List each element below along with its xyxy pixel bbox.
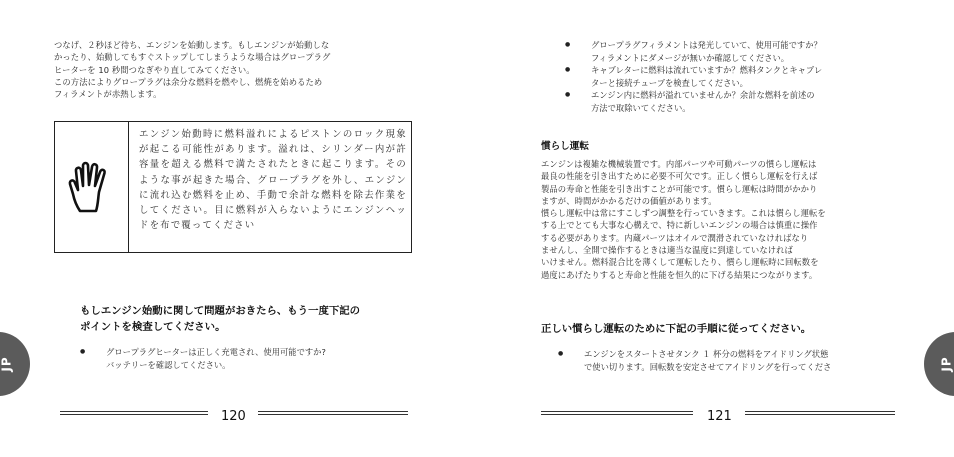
- warning-box: [54, 121, 412, 253]
- language-tab-label: JP: [939, 356, 954, 372]
- heading-line: もしエンジン始動に関して問題がおきたら、もう一度下記の: [80, 305, 361, 317]
- page-number: 120: [221, 409, 246, 424]
- warning-icon-cell: [55, 122, 129, 252]
- body-line: する必要があります。内蔵パーツはオイルで潤滑されていなければなり: [541, 232, 809, 243]
- body-line: する上でとても大事な心構えで、特に新しいエンジンの場合は慎重に操作: [541, 220, 818, 231]
- procedure-heading: 正しい慣らし運転のために下記の手順に従ってください。: [541, 323, 812, 335]
- body-line: 過度にあげたりすると寿命と性能を恒久的に下げる結果につながります。: [541, 269, 818, 280]
- troubleshoot-heading: [80, 303, 360, 335]
- body-line: いけません。燃料混合比を薄くして運転したり、慣らし運転時に回転数を: [541, 257, 819, 268]
- body-line: エンジンは複雑な機械装置です。内部パーツや可動パーツの慣らし運転は: [541, 159, 817, 169]
- list-item-line: ● エンジン内に燃料が溢れていませんか？余計な燃料を前述の: [591, 90, 815, 100]
- list-item: [565, 39, 895, 64]
- list-item-line: ターと接続チューブを検査してください。: [591, 77, 748, 88]
- right-page: [477, 0, 954, 457]
- page-number: 121: [707, 409, 732, 424]
- procedure-list: [558, 348, 903, 373]
- hand-stop-icon: [66, 159, 118, 215]
- list-item-line: 方法で取除いてください。: [591, 102, 691, 113]
- list-item-line: バッテリーを確認してください。: [106, 359, 231, 370]
- intro-line: フィラメントが赤熱します。: [54, 89, 162, 100]
- warning-text: エンジン始動時に燃料溢れによるピストンのロック現象が起こる可能性があります。溢れは、シリンダー内が許容量を超える燃料で満たされたときに起こります。そのような事が起きた場合、グロープラグを外し、エンジンに流れ込む燃料を止め、手動で余計な燃料を除去作業をしてください。目に燃料が入らないようにエンジンヘッドを布で覆ってください: [139, 129, 407, 232]
- break-in-body: [541, 158, 901, 281]
- intro-line: この方法によりグロープラグは余分な燃料を燃やし、燃焼を始めるため: [54, 76, 323, 87]
- list-item: [565, 64, 895, 89]
- list-item-line: ● エンジンをスタートさせタンク １ 杯分の燃料をアイドリング状態: [584, 349, 829, 359]
- body-line: 製品の寿命と性能を引き出すことが可能です。慣らし運転は時間がかかり: [541, 183, 818, 194]
- list-item-line: ● グロープラグヒーターは正しく充電され、使用可能ですか?: [106, 347, 326, 357]
- list-item-line: ● グロープラグフィラメントは発光していて、使用可能ですか？: [591, 40, 822, 50]
- list-item-line: ● キャブレターに燃料は流れていますか？燃料タンクとキャブレ: [591, 65, 823, 75]
- intro-line: つなげ、２秒ほど待ち、エンジンを始動します。もしエンジンが始動しな: [54, 40, 330, 50]
- body-line: ませんし、全開で操作するときは適当な温度に到達していなければ: [541, 245, 793, 256]
- section-title: 慣らし運転: [541, 141, 589, 152]
- list-item: [80, 346, 410, 371]
- intro-paragraph: [54, 39, 414, 100]
- list-item-line: で使い切ります。回転数を安定させてアイドリングを行ってくださ: [584, 361, 832, 372]
- troubleshoot-list-right: [565, 39, 895, 114]
- intro-line: ヒーターを 10 秒間つなぎやり直してみてください。: [54, 64, 255, 75]
- heading-line: ポイントを検査してください。: [80, 321, 226, 333]
- body-line: 慣らし運転中は常にすこしずつ調整を行っていきます。これは慣らし運転を: [541, 208, 826, 219]
- troubleshoot-list-left: [80, 346, 410, 371]
- intro-line: かったり、始動してもすぐストップしてしまうような場合はグロープラグ: [54, 52, 331, 63]
- body-line: ますが、時間がかかるだけの価値があります。: [541, 195, 717, 206]
- list-item: [558, 348, 903, 373]
- language-tab-label: JP: [0, 356, 14, 372]
- body-line: 最良の性能を引き出すために必要不可欠です。正しく慣らし運転を行えば: [541, 171, 818, 182]
- list-item: [565, 89, 895, 114]
- list-item-line: フィラメントにダメージが無いか確認してください。: [591, 52, 790, 63]
